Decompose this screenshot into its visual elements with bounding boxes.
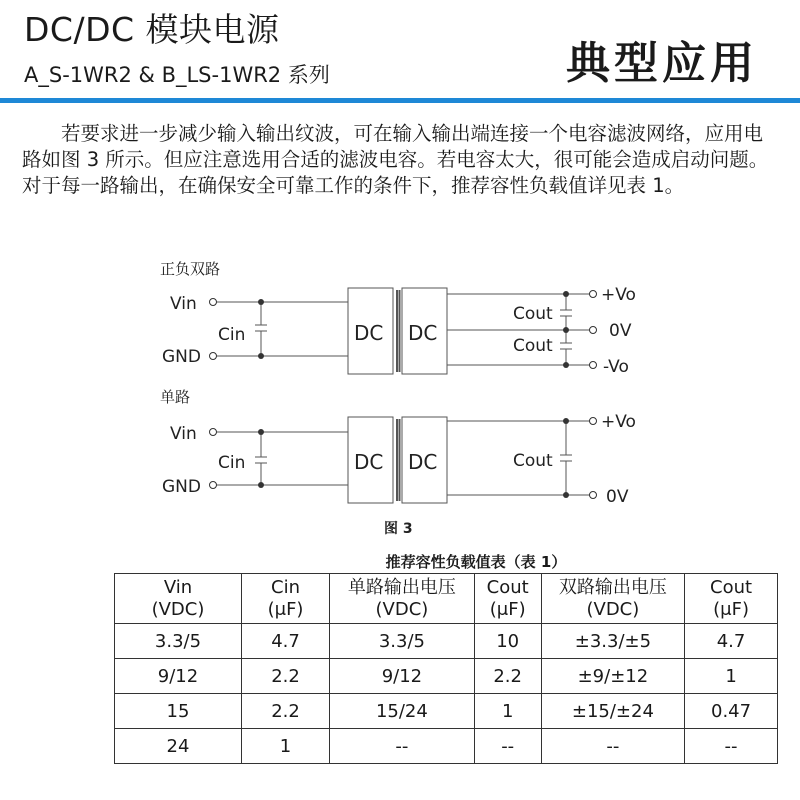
table-cell: 4.7 [685, 624, 778, 659]
table-header-row [115, 574, 778, 624]
single-title: 单路 [160, 388, 191, 406]
dual-cout-bottom-label: Cout [513, 336, 553, 356]
section-title: 典型应用 [566, 38, 758, 89]
single-pos-output: +Vo [601, 412, 636, 432]
intro-paragraph [22, 121, 782, 199]
table-cell: ±3.3/±5 [541, 624, 684, 659]
table-cell: 2.2 [474, 659, 541, 694]
col-header-cout-dual: Cout (μF) [685, 574, 778, 624]
dual-cout-top-label: Cout [513, 304, 553, 324]
col-header-dual-output: 双路输出电压 (VDC) [541, 574, 684, 624]
table-cell: 10 [474, 624, 541, 659]
col-header-vin: Vin (VDC) [115, 574, 242, 624]
figure-3-diagram [0, 252, 800, 546]
dual-vin-label: Vin [170, 294, 197, 314]
col-header-cout-single: Cout (μF) [474, 574, 541, 624]
dual-cin-label: Cin [218, 325, 246, 345]
product-title: DC/DC 模块电源 [24, 10, 280, 49]
table-cell: 2.2 [241, 694, 329, 729]
table-cell: 1 [241, 729, 329, 764]
capacitive-load-table [114, 551, 778, 764]
table-cell: 2.2 [241, 659, 329, 694]
dual-title: 正负双路 [160, 260, 221, 278]
figure-caption: 图 3 [384, 521, 413, 537]
table-cell: -- [541, 729, 684, 764]
single-dc-right: DC [408, 450, 438, 474]
table-row [115, 659, 778, 694]
table-row [115, 729, 778, 764]
table-cell: -- [330, 729, 475, 764]
table-cell: -- [474, 729, 541, 764]
table-cell: 9/12 [330, 659, 475, 694]
dual-gnd-label: GND [162, 347, 201, 367]
table-row [115, 694, 778, 729]
header-rule [0, 98, 800, 103]
single-zero-output: 0V [606, 487, 629, 507]
single-vin-label: Vin [170, 424, 197, 444]
table-cell: 9/12 [115, 659, 242, 694]
series-subtitle: A_S-1WR2 & B_LS-1WR2 系列 [24, 63, 330, 87]
table-cell: 3.3/5 [330, 624, 475, 659]
table-caption: 推荐容性负载值表（表 1） [385, 553, 567, 571]
col-header-cin: Cin (μF) [241, 574, 329, 624]
dual-dc-left: DC [354, 321, 384, 345]
table-cell: 1 [685, 659, 778, 694]
single-gnd-label: GND [162, 477, 201, 497]
single-cin-label: Cin [218, 453, 246, 473]
table-cell: 4.7 [241, 624, 329, 659]
col-header-single-output: 单路输出电压 (VDC) [330, 574, 475, 624]
single-dc-left: DC [354, 450, 384, 474]
dual-dc-right: DC [408, 321, 438, 345]
dual-neg-output: -Vo [603, 357, 629, 377]
table-row [115, 624, 778, 659]
spec-table [114, 573, 778, 764]
table-cell: 15/24 [330, 694, 475, 729]
table-cell: 0.47 [685, 694, 778, 729]
table-cell: 15 [115, 694, 242, 729]
table-cell: 3.3/5 [115, 624, 242, 659]
dual-zero-output: 0V [609, 321, 632, 341]
intro-text: 若要求进一步减少输入输出纹波，可在输入输出端连接一个电容滤波网络，应用电路如图 3 所示。但应注意选用合适的滤波电容。若电容太大，很可能会造成启动问题。对于每一路输出，在确保安全可靠工作的条件下，推荐容性负载值详见表 1。 [22, 122, 769, 197]
table-cell: ±9/±12 [541, 659, 684, 694]
table-cell: 1 [474, 694, 541, 729]
table-cell: ±15/±24 [541, 694, 684, 729]
table-cell: 24 [115, 729, 242, 764]
dual-pos-output: +Vo [601, 285, 636, 305]
table-cell: -- [685, 729, 778, 764]
circuit-svg [0, 252, 800, 542]
page-header [0, 0, 800, 104]
single-cout-label: Cout [513, 451, 553, 471]
